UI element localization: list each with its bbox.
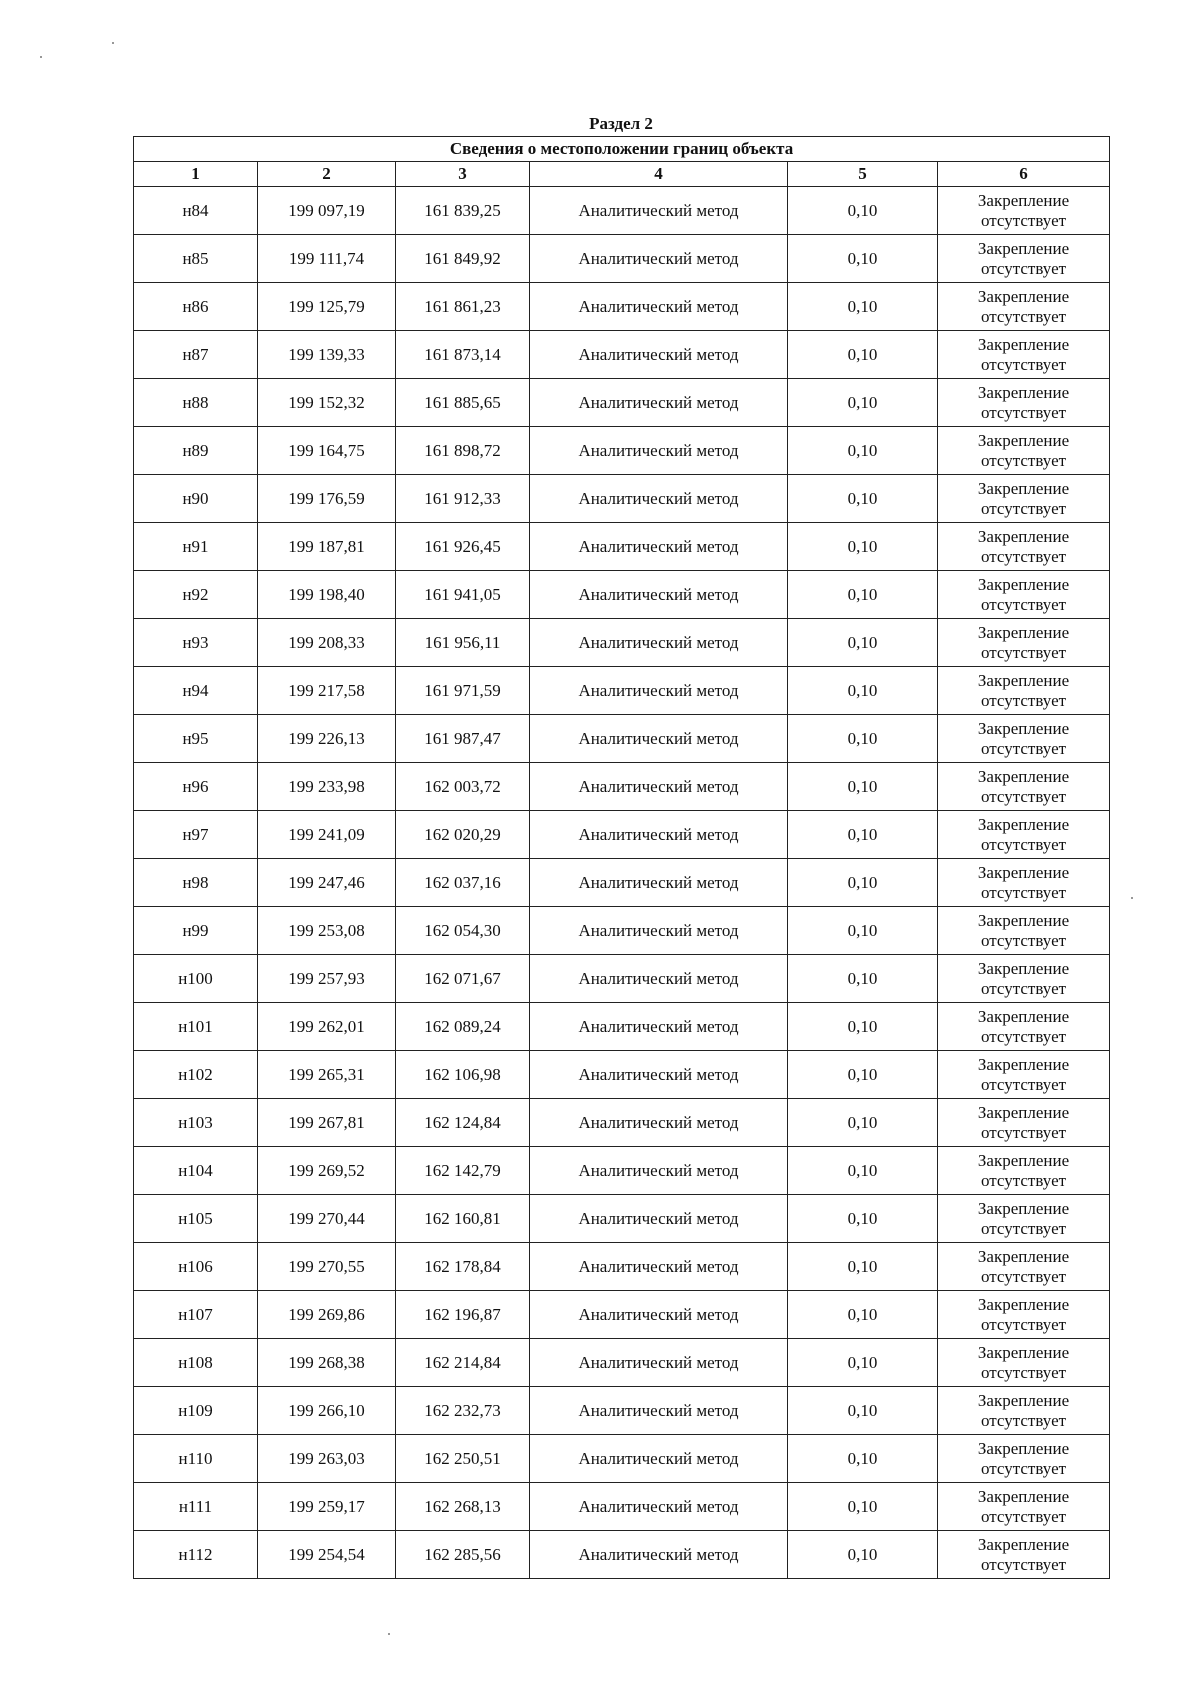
accuracy-cell: 0,10 <box>788 1003 938 1051</box>
column-number: 4 <box>530 162 788 187</box>
y-coordinate-cell: 162 232,73 <box>396 1387 530 1435</box>
point-cell: н91 <box>134 523 258 571</box>
fixing-cell: Закрепление отсутствует <box>938 1195 1110 1243</box>
point-cell: н109 <box>134 1387 258 1435</box>
y-coordinate-cell: 161 885,65 <box>396 379 530 427</box>
method-cell: Аналитический метод <box>530 571 788 619</box>
x-coordinate-cell: 199 139,33 <box>258 331 396 379</box>
fixing-cell: Закрепление отсутствует <box>938 1531 1110 1579</box>
x-coordinate-cell: 199 268,38 <box>258 1339 396 1387</box>
column-number: 2 <box>258 162 396 187</box>
x-coordinate-cell: 199 265,31 <box>258 1051 396 1099</box>
y-coordinate-cell: 162 250,51 <box>396 1435 530 1483</box>
accuracy-cell: 0,10 <box>788 619 938 667</box>
method-cell: Аналитический метод <box>530 763 788 811</box>
accuracy-cell: 0,10 <box>788 475 938 523</box>
point-cell: н95 <box>134 715 258 763</box>
table-row <box>134 1291 1110 1339</box>
x-coordinate-cell: 199 187,81 <box>258 523 396 571</box>
point-cell: н90 <box>134 475 258 523</box>
x-coordinate-cell: 199 266,10 <box>258 1387 396 1435</box>
table-caption: Сведения о местоположении границ объекта <box>134 137 1110 162</box>
y-coordinate-cell: 161 956,11 <box>396 619 530 667</box>
point-cell: н87 <box>134 331 258 379</box>
table-row <box>134 715 1110 763</box>
method-cell: Аналитический метод <box>530 1099 788 1147</box>
fixing-cell: Закрепление отсутствует <box>938 1291 1110 1339</box>
method-cell: Аналитический метод <box>530 1291 788 1339</box>
accuracy-cell: 0,10 <box>788 1099 938 1147</box>
x-coordinate-cell: 199 267,81 <box>258 1099 396 1147</box>
accuracy-cell: 0,10 <box>788 1243 938 1291</box>
fixing-cell: Закрепление отсутствует <box>938 1435 1110 1483</box>
fixing-cell: Закрепление отсутствует <box>938 1003 1110 1051</box>
point-cell: н105 <box>134 1195 258 1243</box>
point-cell: н106 <box>134 1243 258 1291</box>
y-coordinate-cell: 162 037,16 <box>396 859 530 907</box>
point-cell: н103 <box>134 1099 258 1147</box>
table-row <box>134 1003 1110 1051</box>
y-coordinate-cell: 162 196,87 <box>396 1291 530 1339</box>
y-coordinate-cell: 161 873,14 <box>396 331 530 379</box>
x-coordinate-cell: 199 233,98 <box>258 763 396 811</box>
fixing-cell: Закрепление отсутствует <box>938 1147 1110 1195</box>
accuracy-cell: 0,10 <box>788 235 938 283</box>
scan-speck <box>112 42 114 44</box>
point-cell: н111 <box>134 1483 258 1531</box>
method-cell: Аналитический метод <box>530 1147 788 1195</box>
method-cell: Аналитический метод <box>530 283 788 331</box>
method-cell: Аналитический метод <box>530 1339 788 1387</box>
fixing-cell: Закрепление отсутствует <box>938 1099 1110 1147</box>
x-coordinate-cell: 199 247,46 <box>258 859 396 907</box>
table-row <box>134 811 1110 859</box>
fixing-cell: Закрепление отсутствует <box>938 571 1110 619</box>
method-cell: Аналитический метод <box>530 1003 788 1051</box>
fixing-cell: Закрепление отсутствует <box>938 715 1110 763</box>
point-cell: н108 <box>134 1339 258 1387</box>
table-row <box>134 235 1110 283</box>
accuracy-cell: 0,10 <box>788 523 938 571</box>
point-cell: н99 <box>134 907 258 955</box>
x-coordinate-cell: 199 198,40 <box>258 571 396 619</box>
table-row <box>134 379 1110 427</box>
accuracy-cell: 0,10 <box>788 1147 938 1195</box>
fixing-cell: Закрепление отсутствует <box>938 427 1110 475</box>
fixing-cell: Закрепление отсутствует <box>938 475 1110 523</box>
method-cell: Аналитический метод <box>530 235 788 283</box>
table-row <box>134 187 1110 235</box>
table-row <box>134 331 1110 379</box>
x-coordinate-cell: 199 253,08 <box>258 907 396 955</box>
method-cell: Аналитический метод <box>530 1531 788 1579</box>
fixing-cell: Закрепление отсутствует <box>938 955 1110 1003</box>
accuracy-cell: 0,10 <box>788 1435 938 1483</box>
accuracy-cell: 0,10 <box>788 379 938 427</box>
accuracy-cell: 0,10 <box>788 1387 938 1435</box>
method-cell: Аналитический метод <box>530 379 788 427</box>
point-cell: н104 <box>134 1147 258 1195</box>
fixing-cell: Закрепление отсутствует <box>938 235 1110 283</box>
method-cell: Аналитический метод <box>530 475 788 523</box>
x-coordinate-cell: 199 270,44 <box>258 1195 396 1243</box>
table-body <box>134 187 1110 1579</box>
accuracy-cell: 0,10 <box>788 763 938 811</box>
accuracy-cell: 0,10 <box>788 187 938 235</box>
method-cell: Аналитический метод <box>530 427 788 475</box>
scan-speck <box>40 56 42 58</box>
table-row <box>134 1339 1110 1387</box>
accuracy-cell: 0,10 <box>788 955 938 1003</box>
x-coordinate-cell: 199 164,75 <box>258 427 396 475</box>
method-cell: Аналитический метод <box>530 1051 788 1099</box>
method-cell: Аналитический метод <box>530 331 788 379</box>
column-number: 1 <box>134 162 258 187</box>
point-cell: н92 <box>134 571 258 619</box>
y-coordinate-cell: 162 160,81 <box>396 1195 530 1243</box>
y-coordinate-cell: 162 124,84 <box>396 1099 530 1147</box>
y-coordinate-cell: 161 926,45 <box>396 523 530 571</box>
x-coordinate-cell: 199 097,19 <box>258 187 396 235</box>
table-row <box>134 1051 1110 1099</box>
scan-speck <box>388 1633 390 1635</box>
table-row <box>134 1195 1110 1243</box>
y-coordinate-cell: 162 054,30 <box>396 907 530 955</box>
accuracy-cell: 0,10 <box>788 283 938 331</box>
point-cell: н110 <box>134 1435 258 1483</box>
method-cell: Аналитический метод <box>530 715 788 763</box>
accuracy-cell: 0,10 <box>788 715 938 763</box>
fixing-cell: Закрепление отсутствует <box>938 331 1110 379</box>
y-coordinate-cell: 162 071,67 <box>396 955 530 1003</box>
boundary-coordinates-table <box>133 136 1110 1579</box>
accuracy-cell: 0,10 <box>788 859 938 907</box>
fixing-cell: Закрепление отсутствует <box>938 283 1110 331</box>
x-coordinate-cell: 199 125,79 <box>258 283 396 331</box>
x-coordinate-cell: 199 263,03 <box>258 1435 396 1483</box>
y-coordinate-cell: 162 003,72 <box>396 763 530 811</box>
point-cell: н84 <box>134 187 258 235</box>
table-row <box>134 1483 1110 1531</box>
point-cell: н100 <box>134 955 258 1003</box>
x-coordinate-cell: 199 254,54 <box>258 1531 396 1579</box>
method-cell: Аналитический метод <box>530 523 788 571</box>
table-row <box>134 523 1110 571</box>
point-cell: н86 <box>134 283 258 331</box>
x-coordinate-cell: 199 262,01 <box>258 1003 396 1051</box>
table-row <box>134 1531 1110 1579</box>
table-row <box>134 1099 1110 1147</box>
point-cell: н107 <box>134 1291 258 1339</box>
accuracy-cell: 0,10 <box>788 331 938 379</box>
accuracy-cell: 0,10 <box>788 1291 938 1339</box>
y-coordinate-cell: 161 839,25 <box>396 187 530 235</box>
x-coordinate-cell: 199 226,13 <box>258 715 396 763</box>
table-row <box>134 955 1110 1003</box>
fixing-cell: Закрепление отсутствует <box>938 523 1110 571</box>
y-coordinate-cell: 161 941,05 <box>396 571 530 619</box>
y-coordinate-cell: 161 849,92 <box>396 235 530 283</box>
method-cell: Аналитический метод <box>530 667 788 715</box>
accuracy-cell: 0,10 <box>788 667 938 715</box>
accuracy-cell: 0,10 <box>788 1051 938 1099</box>
table-row <box>134 907 1110 955</box>
column-number: 3 <box>396 162 530 187</box>
point-cell: н98 <box>134 859 258 907</box>
x-coordinate-cell: 199 111,74 <box>258 235 396 283</box>
method-cell: Аналитический метод <box>530 619 788 667</box>
method-cell: Аналитический метод <box>530 187 788 235</box>
point-cell: н94 <box>134 667 258 715</box>
fixing-cell: Закрепление отсутствует <box>938 379 1110 427</box>
fixing-cell: Закрепление отсутствует <box>938 763 1110 811</box>
point-cell: н102 <box>134 1051 258 1099</box>
accuracy-cell: 0,10 <box>788 811 938 859</box>
point-cell: н88 <box>134 379 258 427</box>
x-coordinate-cell: 199 241,09 <box>258 811 396 859</box>
method-cell: Аналитический метод <box>530 811 788 859</box>
y-coordinate-cell: 162 214,84 <box>396 1339 530 1387</box>
table-row <box>134 1435 1110 1483</box>
x-coordinate-cell: 199 270,55 <box>258 1243 396 1291</box>
y-coordinate-cell: 162 142,79 <box>396 1147 530 1195</box>
method-cell: Аналитический метод <box>530 1387 788 1435</box>
fixing-cell: Закрепление отсутствует <box>938 811 1110 859</box>
fixing-cell: Закрепление отсутствует <box>938 1483 1110 1531</box>
point-cell: н89 <box>134 427 258 475</box>
table-row <box>134 667 1110 715</box>
point-cell: н112 <box>134 1531 258 1579</box>
fixing-cell: Закрепление отсутствует <box>938 1387 1110 1435</box>
table-row <box>134 1387 1110 1435</box>
table-row <box>134 475 1110 523</box>
point-cell: н97 <box>134 811 258 859</box>
accuracy-cell: 0,10 <box>788 427 938 475</box>
x-coordinate-cell: 199 269,52 <box>258 1147 396 1195</box>
accuracy-cell: 0,10 <box>788 1195 938 1243</box>
y-coordinate-cell: 161 898,72 <box>396 427 530 475</box>
point-cell: н85 <box>134 235 258 283</box>
method-cell: Аналитический метод <box>530 859 788 907</box>
x-coordinate-cell: 199 152,32 <box>258 379 396 427</box>
point-cell: н96 <box>134 763 258 811</box>
column-number: 6 <box>938 162 1110 187</box>
table-row <box>134 763 1110 811</box>
method-cell: Аналитический метод <box>530 1195 788 1243</box>
table-row <box>134 427 1110 475</box>
section-title: Раздел 2 <box>589 114 653 133</box>
method-cell: Аналитический метод <box>530 907 788 955</box>
y-coordinate-cell: 162 020,29 <box>396 811 530 859</box>
x-coordinate-cell: 199 217,58 <box>258 667 396 715</box>
y-coordinate-cell: 161 912,33 <box>396 475 530 523</box>
table-row <box>134 1243 1110 1291</box>
x-coordinate-cell: 199 269,86 <box>258 1291 396 1339</box>
x-coordinate-cell: 199 176,59 <box>258 475 396 523</box>
y-coordinate-cell: 162 178,84 <box>396 1243 530 1291</box>
x-coordinate-cell: 199 257,93 <box>258 955 396 1003</box>
fixing-cell: Закрепление отсутствует <box>938 667 1110 715</box>
y-coordinate-cell: 162 089,24 <box>396 1003 530 1051</box>
table-row <box>134 1147 1110 1195</box>
point-cell: н101 <box>134 1003 258 1051</box>
table-row <box>134 859 1110 907</box>
method-cell: Аналитический метод <box>530 1483 788 1531</box>
table-row <box>134 283 1110 331</box>
y-coordinate-cell: 162 268,13 <box>396 1483 530 1531</box>
y-coordinate-cell: 161 971,59 <box>396 667 530 715</box>
method-cell: Аналитический метод <box>530 1243 788 1291</box>
x-coordinate-cell: 199 259,17 <box>258 1483 396 1531</box>
accuracy-cell: 0,10 <box>788 1531 938 1579</box>
scan-speck <box>1131 897 1133 899</box>
point-cell: н93 <box>134 619 258 667</box>
table-row <box>134 619 1110 667</box>
fixing-cell: Закрепление отсутствует <box>938 619 1110 667</box>
y-coordinate-cell: 162 285,56 <box>396 1531 530 1579</box>
table-row <box>134 571 1110 619</box>
method-cell: Аналитический метод <box>530 955 788 1003</box>
y-coordinate-cell: 162 106,98 <box>396 1051 530 1099</box>
fixing-cell: Закрепление отсутствует <box>938 1243 1110 1291</box>
fixing-cell: Закрепление отсутствует <box>938 1051 1110 1099</box>
x-coordinate-cell: 199 208,33 <box>258 619 396 667</box>
column-number: 5 <box>788 162 938 187</box>
method-cell: Аналитический метод <box>530 1435 788 1483</box>
fixing-cell: Закрепление отсутствует <box>938 859 1110 907</box>
fixing-cell: Закрепление отсутствует <box>938 907 1110 955</box>
fixing-cell: Закрепление отсутствует <box>938 1339 1110 1387</box>
accuracy-cell: 0,10 <box>788 1339 938 1387</box>
accuracy-cell: 0,10 <box>788 907 938 955</box>
fixing-cell: Закрепление отсутствует <box>938 187 1110 235</box>
y-coordinate-cell: 161 987,47 <box>396 715 530 763</box>
y-coordinate-cell: 161 861,23 <box>396 283 530 331</box>
accuracy-cell: 0,10 <box>788 571 938 619</box>
accuracy-cell: 0,10 <box>788 1483 938 1531</box>
